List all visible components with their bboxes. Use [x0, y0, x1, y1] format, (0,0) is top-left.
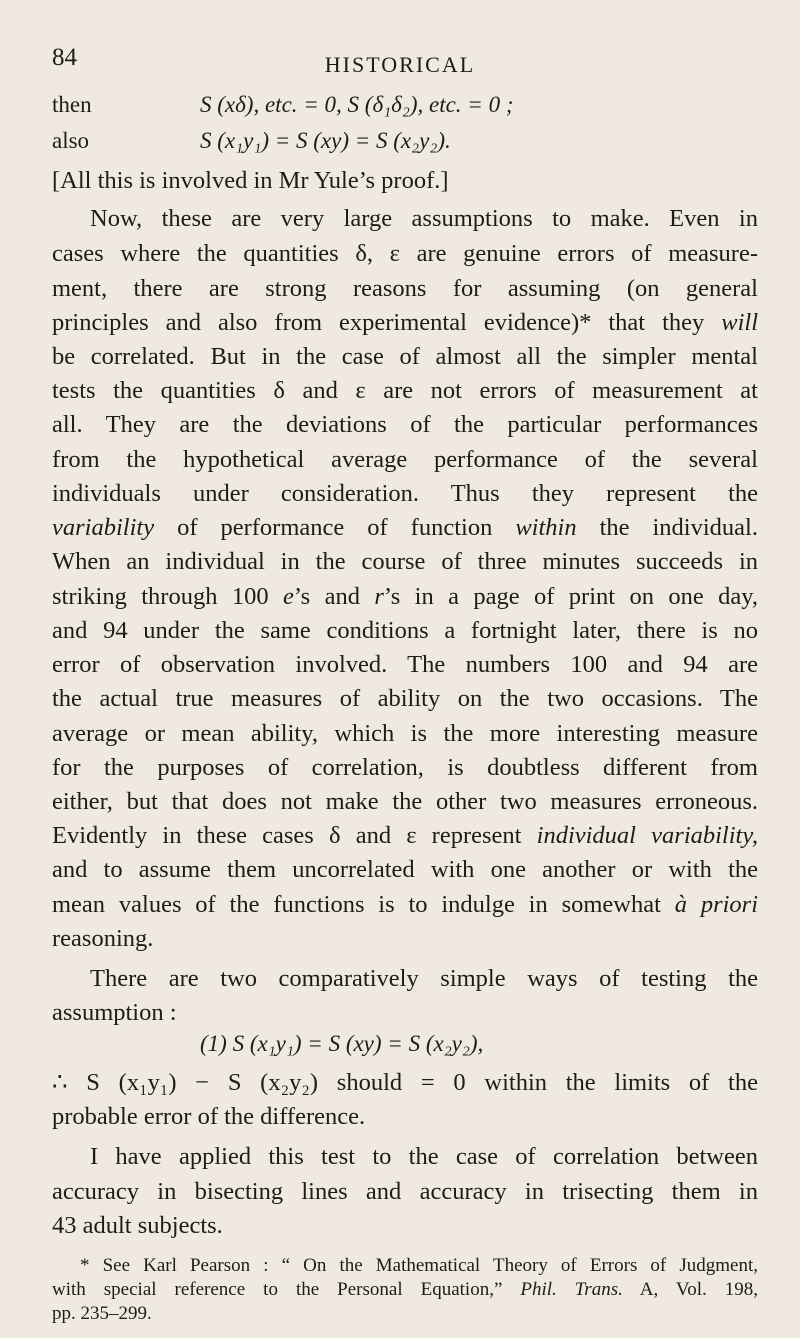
text-line: variability of performance of function within the individual. — [52, 514, 758, 541]
text-line: reasoning. — [52, 925, 154, 952]
text-line: When an individual in the course of three minutes succeeds in — [52, 548, 758, 575]
footnote-line: * See Karl Pearson : “ On the Mathematical Theory of Errors of Judgment, — [80, 1255, 758, 1276]
text-line: [All this is involved in Mr Yule’s proof.] — [52, 167, 449, 194]
text-line: all. They are the deviations of the particular performances — [52, 411, 758, 438]
text-line: ment, there are strong reasons for assuming (on general — [52, 275, 758, 302]
page-number: 84 — [52, 44, 77, 71]
text-line: accuracy in bisecting lines and accuracy in trisecting them in — [52, 1178, 758, 1205]
text-line: probable error of the difference. — [52, 1103, 366, 1130]
equation-expression: S (x₁y₁) = S (xy) = S (x₂y₂). — [200, 128, 451, 153]
emphasis: à priori — [674, 891, 758, 918]
text-line: tests the quantities δ and ε are not errors of measurement at — [52, 377, 758, 404]
text-line: either, but that does not make the other two measures erroneous. — [52, 788, 758, 815]
journal-title: Phil. Trans. — [520, 1279, 623, 1300]
running-title: HISTORICAL — [324, 52, 476, 77]
text-line: principles and also from experimental evidence)* that they will — [52, 309, 758, 336]
text-line: and 94 under the same conditions a fortnight later, there is no — [52, 617, 758, 644]
equation-expression: S (xδ), etc. = 0, S (δ₁δ₂), etc. = 0 ; — [200, 92, 514, 117]
footnote-line: with special reference to the Personal Equation,” Phil. Trans. A, Vol. 198, — [52, 1279, 758, 1300]
text-line: and to assume them uncorrelated with one another or with the — [52, 856, 758, 883]
emphasis: variability — [52, 514, 155, 541]
text-line: be correlated. But in the case of almost all the simpler mental — [52, 343, 758, 370]
emphasis: will — [721, 309, 758, 336]
text-line: mean values of the functions is to indulge in somewhat à priori — [52, 891, 758, 918]
text-line: striking through 100 e’s and r’s in a page of print on one day, — [52, 583, 758, 610]
text-line: for the purposes of correlation, is doubtless different from — [52, 754, 758, 781]
text-line: cases where the quantities δ, ε are genuine errors of measure- — [52, 240, 758, 267]
equation-label: then — [52, 92, 92, 117]
text-line: error of observation involved. The numbers 100 and 94 are — [52, 651, 758, 678]
text-line: I have applied this test to the case of correlation between — [90, 1143, 758, 1170]
emphasis: within — [515, 514, 577, 541]
text-line: 43 adult subjects. — [52, 1212, 223, 1239]
text-line: Evidently in these cases δ and ε represent individual variability, — [52, 822, 758, 849]
equation-test-1: (1) S (x₁y₁) = S (xy) = S (x₂y₂), — [200, 1031, 484, 1056]
text-line: average or mean ability, which is the more interesting measure — [52, 720, 758, 747]
text-line: Now, these are very large assumptions to make. Even in — [90, 205, 758, 232]
emphasis: individual variability, — [536, 822, 758, 849]
text-line: assumption : — [52, 999, 177, 1026]
text-line: from the hypothetical average performance of the several — [52, 446, 758, 473]
text-line: individuals under consideration. Thus they represent the — [52, 480, 758, 507]
footnote-line: pp. 235–299. — [52, 1303, 152, 1324]
text-line: the actual true measures of ability on the two occasions. The — [52, 685, 758, 712]
text-line: ∴ S (x₁y₁) − S (x₂y₂) should = 0 within the limits of the — [52, 1069, 758, 1096]
text-line: There are two comparatively simple ways of testing the — [90, 965, 758, 992]
equation-label: also — [52, 128, 90, 153]
